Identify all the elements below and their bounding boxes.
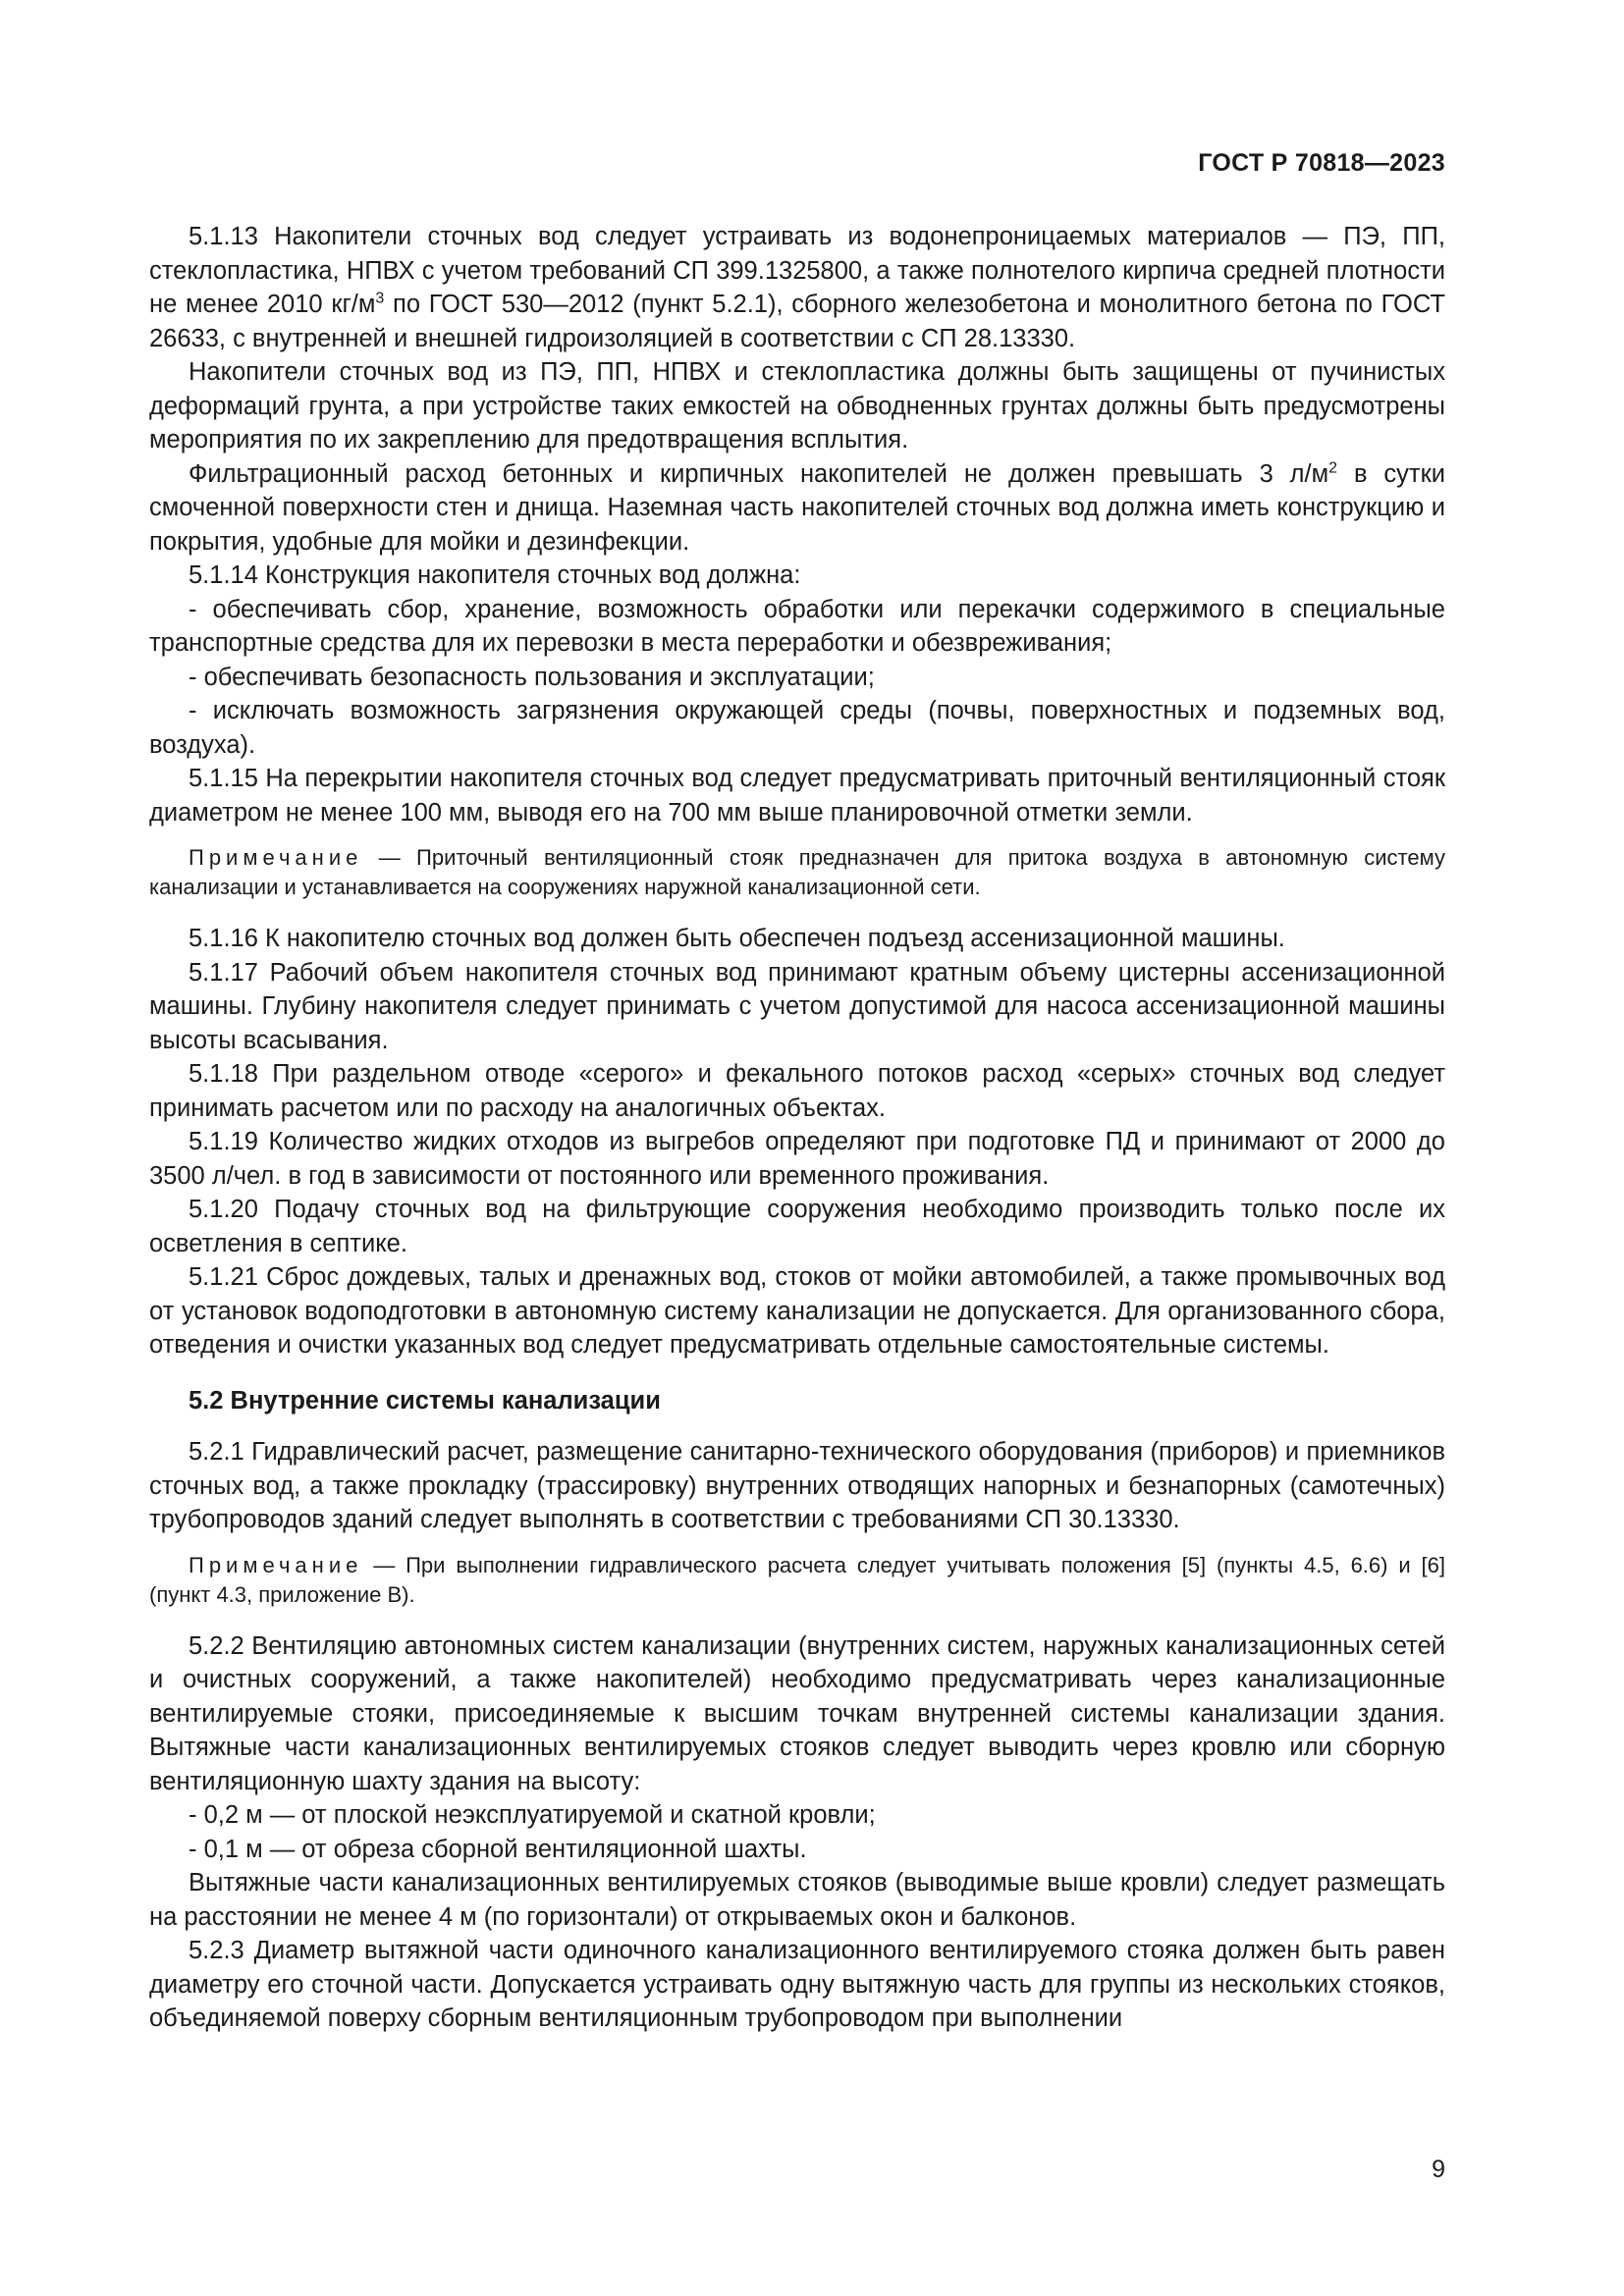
list-item: - обеспечивать сбор, хранение, возможность обработки или перекачки содержимого в специальные транспортные средства для их перевозки в места переработки и обезвреживания; <box>149 595 1445 657</box>
paragraph-5-1-14: 5.1.14 Конструкция накопителя сточных вод должна: <box>189 561 801 589</box>
list-item: - 0,1 м — от обреза сборной вентиляционной шахты. <box>189 1835 807 1863</box>
section-title: 5.2 Внутренние системы канализации <box>189 1386 661 1415</box>
paragraph-5-1-21: 5.1.21 Сброс дождевых, талых и дренажных вод, стоков от мойки автомобилей, а также промывочных вод от установок водоподготовки в автономную систему канализации не допускается. Для организованного сбора, отведения и очистки указанных вод следует предусматривать отдельные самостоятельные системы. <box>149 1263 1445 1359</box>
superscript: 2 <box>1328 459 1338 476</box>
paragraph: Фильтрационный расход бетонных и кирпичных накопителей не должен превышать 3 $л/м^2$ в сутки смоченной поверхности стен и днища. Наземная часть накопителей сточных вод должна иметь конструкцию и покрытия, удобные для мойки и дезинфекции. <box>149 459 1445 556</box>
note: Примечание — Приточный вентиляционный стояк предназначен для притока воздуха в автономную систему канализации и устанавливается на сооружениях наружной канализационной сети. <box>149 845 1445 899</box>
paragraph-5-1-16: 5.1.16 К накопителю сточных вод должен быть обеспечен подъезд ассенизационной машины. <box>189 925 1285 952</box>
paragraph-5-2-3: 5.2.3 Диаметр вытяжной части одиночного канализационного вентилируемого стояка должен быть равен диаметру его сточной части. Допускается устраивать одну вытяжную часть для группы из нескольких стояков, объединяемой поверху сборным вентиляционным трубопроводом при выполнении <box>149 1937 1445 2032</box>
paragraph-5-2-1: 5.2.1 Гидравлический расчет, размещение санитарно-технического оборудования (приборов) и приемников сточных вод, а также прокладку (трассировку) внутренних отводящих напорных и безнапорных (самотечных) трубопроводов зданий следует выполнять в соответствии с требованиями СП 30.13330. <box>149 1438 1445 1533</box>
paragraph-5-1-13: 5.1.13 Накопители сточных вод следует устраивать из водонепроницаемых материалов — ПЭ, ПП, стеклопластика, НПВХ с учетом требований СП 399.1325800, а также полнотелого кирпича средней плотности не менее 2010 $кг/м^3$ по ГОСТ 530—2012 (пункт 5.2.1), сборного железобетона и монолитного бетона по ГОСТ 26633, с внутренней и внешней гидроизоляцией в соответствии с СП 28.13330. <box>149 223 1445 352</box>
paragraph-5-1-19: 5.1.19 Количество жидких отходов из выгребов определяют при подготовке ПД и принимают от 2000 до 3500 л/чел. в год в зависимости от постоянного или временного проживания. <box>149 1128 1445 1190</box>
document-body <box>149 220 1445 2036</box>
paragraph-5-1-20: 5.1.20 Подачу сточных вод на фильтрующие сооружения необходимо производить только после их осветления в септике. <box>149 1196 1445 1257</box>
paragraph-5-1-15: 5.1.15 На перекрытии накопителя сточных вод следует предусматривать приточный вентиляционный стояк диаметром не менее 100 мм, выводя его на 700 мм выше планировочной отметки земли. <box>149 765 1445 827</box>
note-label: Примечание <box>189 845 363 870</box>
page-number: 9 <box>1432 2156 1445 2183</box>
note: Примечание — При выполнении гидравлического расчета следует учитывать положения [5] (пункты 4.5, 6.6) и [6] (пункт 4.3, приложение В). <box>149 1552 1445 1607</box>
note-label: Примечание <box>189 1552 363 1577</box>
list-item: - исключать возможность загрязнения окружающей среды (почвы, поверхностных и подземных вод, воздуха). <box>149 697 1445 759</box>
list-item: - обеспечивать безопасность пользования и эксплуатации; <box>189 663 875 691</box>
list-item: - 0,2 м — от плоской неэксплуатируемой и скатной кровли; <box>189 1801 876 1829</box>
paragraph-5-1-18: 5.1.18 При раздельном отводе «серого» и фекального потоков расход «серых» сточных вод следует принимать расчетом или по расходу на аналогичных объектах. <box>149 1060 1445 1122</box>
paragraph: Вытяжные части канализационных вентилируемых стояков (выводимые выше кровли) следует размещать на расстоянии не менее 4 м (по горизонтали) от открываемых окон и балконов. <box>149 1869 1445 1931</box>
paragraph-5-2-2: 5.2.2 Вентиляцию автономных систем канализации (внутренних систем, наружных канализационных сетей и очистных сооружений, а также накопителей) необходимо предусматривать через канализационные вентилируемые стояки, присоединяемые к высшим точкам внутренней системы канализации здания. Вытяжные части канализационных вентилируемых стояков следует выводить через кровлю или сборную вентиляционную шахту здания на высоту: <box>149 1631 1445 1795</box>
paragraph-5-1-17: 5.1.17 Рабочий объем накопителя сточных вод принимают кратным объему цистерны ассенизационной машины. Глубину накопителя следует принимать с учетом допустимой для насоса ассенизационной машины высоты всасывания. <box>149 958 1445 1054</box>
paragraph: Накопители сточных вод из ПЭ, ПП, НПВХ и стеклопластика должны быть защищены от пучинистых деформаций грунта, а при устройстве таких емкостей на обводненных грунтах должны быть предусмотрены мероприятия по их закреплению для предотвращения всплытия. <box>149 358 1445 454</box>
document-code-header: ГОСТ Р 70818—2023 <box>1198 149 1445 177</box>
superscript: 3 <box>375 290 385 307</box>
